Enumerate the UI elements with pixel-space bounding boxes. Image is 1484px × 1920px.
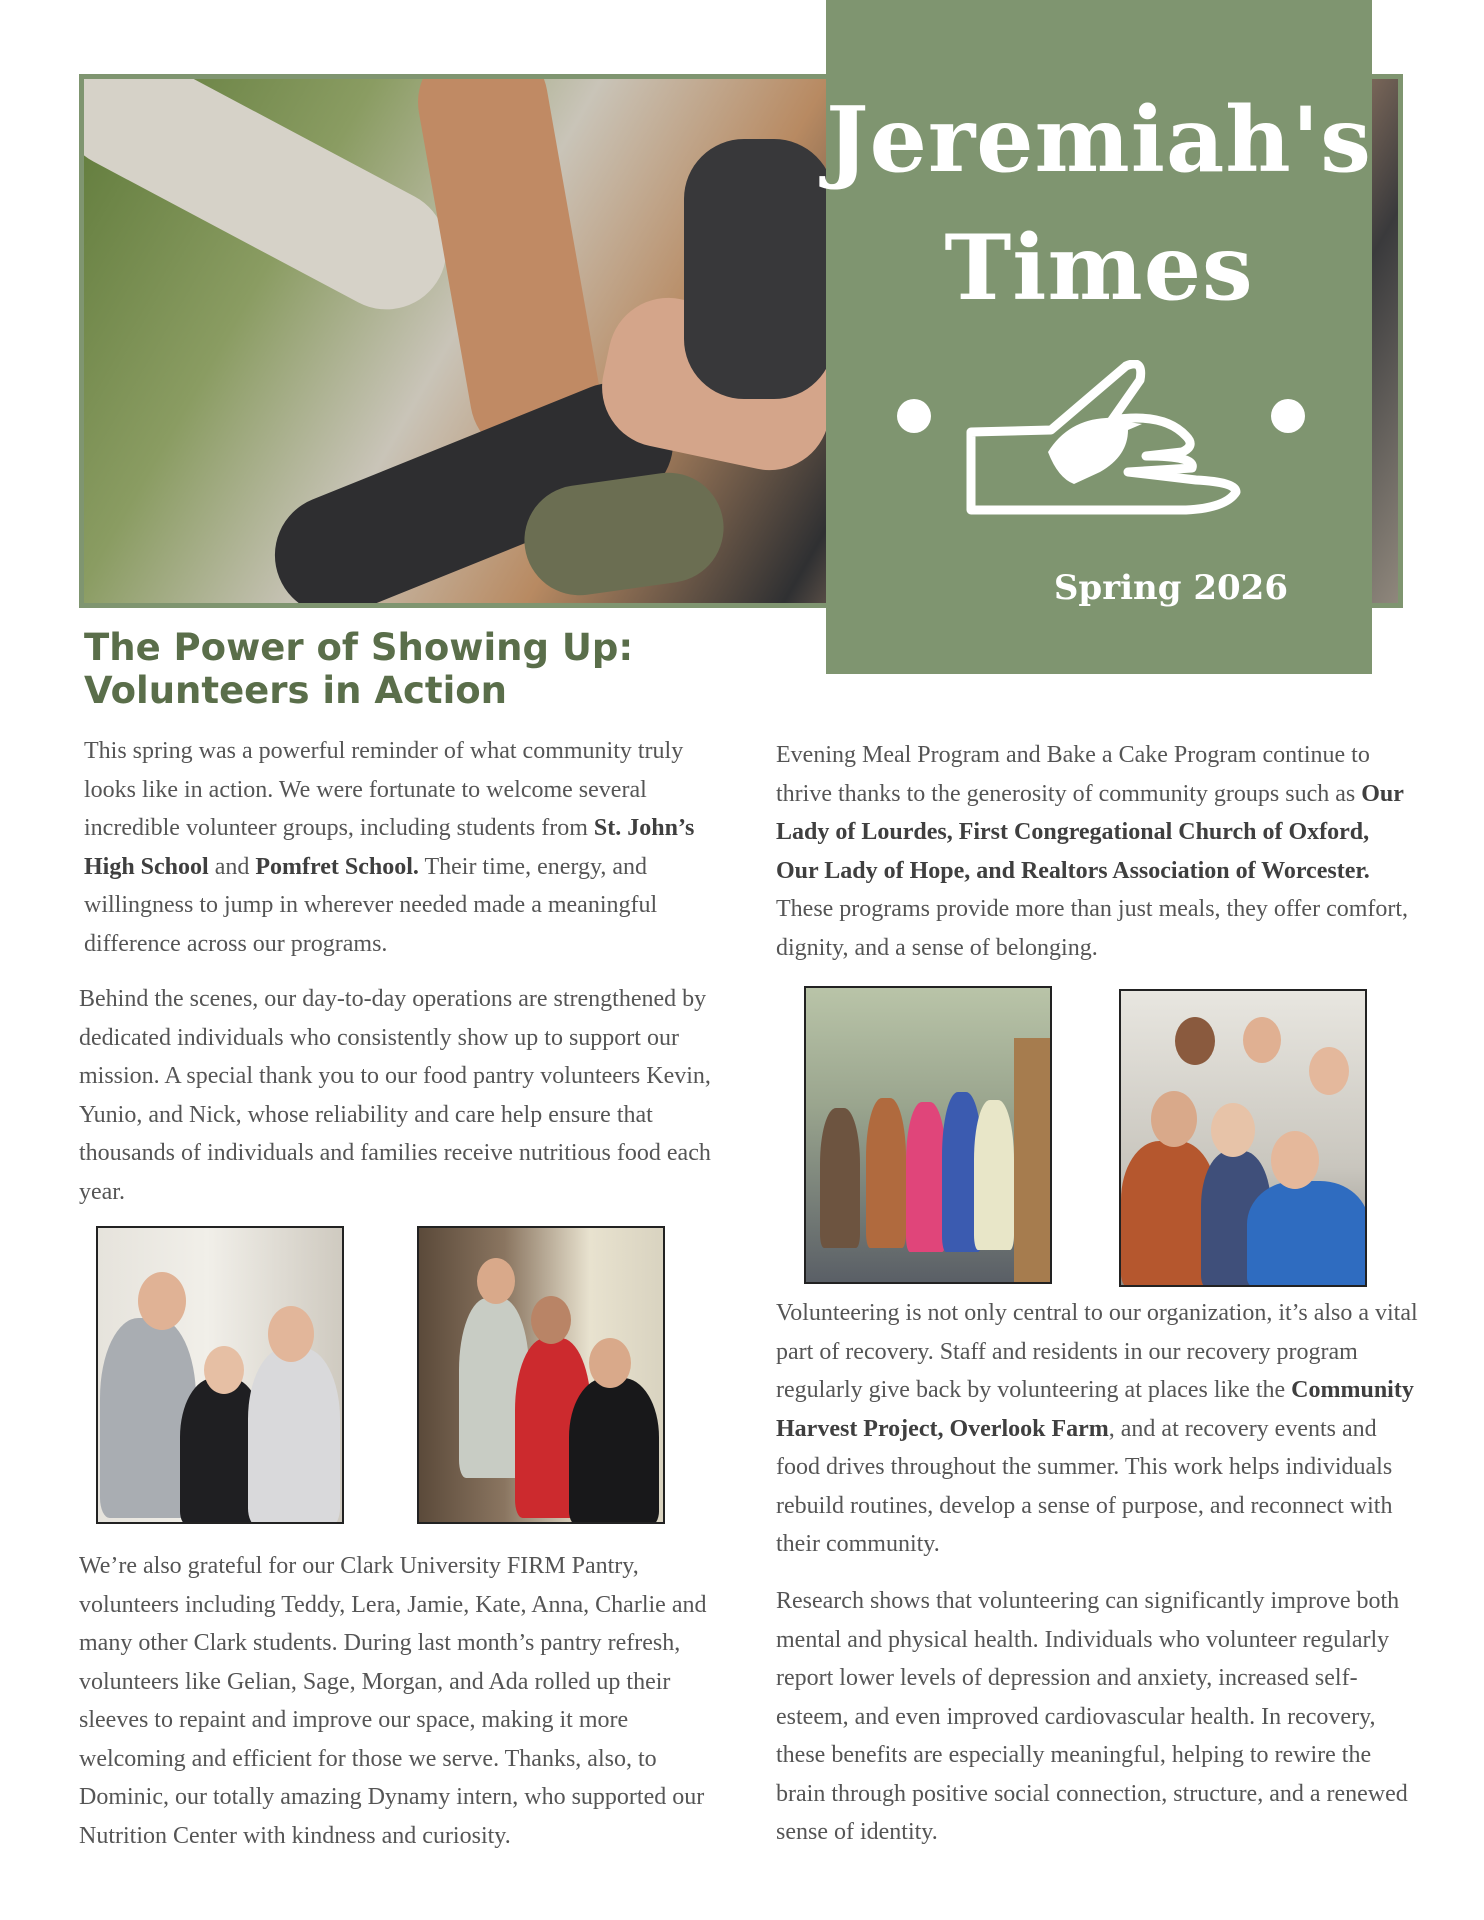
bold-partner-names: Community Harvest Project, Overlook Farm <box>776 1377 1414 1442</box>
photo-figure <box>820 1108 860 1248</box>
photo-figure-head <box>531 1296 571 1344</box>
right-paragraph-2 <box>776 1294 1424 1564</box>
photo-figure-head <box>1309 1047 1349 1095</box>
issue-season: Spring 2026 <box>1053 568 1288 608</box>
text-run: Evening Meal Program and Bake a Cake Program continue to thrive thanks to the generosity of community groups such as <box>776 742 1370 807</box>
left-paragraph-3: We’re also grateful for our Clark University FIRM Pantry, volunteers including Teddy, Lera, Jamie, Kate, Anna, Charlie and many other Clark students. During last month’s pantry refresh, volunteers like Gelian, Sage, Morgan, and Ada rolled up their sleeves to repaint and improve our space, making it more welcoming and efficient for those we serve. Thanks, also, to Dominic, our totally amazing Dynamy intern, who supported our Nutrition Center with kindness and curiosity. <box>79 1553 707 1849</box>
photo-figure-head <box>477 1258 515 1304</box>
photo-figure <box>906 1102 946 1252</box>
text-run: Volunteering is not only central to our organization, it’s also a vital part of recovery. Staff and residents in our recovery program regularly give back by volunteering at places like the <box>776 1300 1418 1403</box>
photo-volunteer-group-pantry <box>804 986 1052 1284</box>
masthead-line-2: Times <box>944 215 1254 321</box>
photo-figure <box>248 1348 340 1524</box>
circle-dot-icon <box>897 399 931 433</box>
photo-volunteers-painting <box>96 1226 344 1524</box>
text-run: and <box>208 853 256 880</box>
photo-figure-head <box>589 1338 631 1388</box>
photo-students-on-stairs <box>417 1226 665 1524</box>
left-paragraph-2: Behind the scenes, our day-to-day operations are strengthened by dedicated individuals who consistently show up to support our mission. A special thank you to our food pantry volunteers Kevin, Yunio, and Nick, whose reliability and care help ensure that thousands of individuals and families receive nutritious food each year. <box>79 986 711 1205</box>
right-paragraph-1 <box>776 736 1416 967</box>
circle-dot-icon <box>1271 399 1305 433</box>
photo-figure-head <box>1151 1091 1197 1147</box>
photo-figure <box>1247 1181 1367 1287</box>
photo-figure-head <box>1243 1017 1281 1063</box>
photo-figure-head <box>1271 1131 1319 1189</box>
text-run: , and at recovery events and food drives throughout the summer. This work helps individuals rebuild routines, develop a sense of purpose, and reconnect with their community. <box>776 1415 1393 1557</box>
article-headline <box>84 626 724 712</box>
photo-figure-head <box>1211 1103 1255 1157</box>
text-run: These programs provide more than just meals, they offer comfort, dignity, and a sense of belonging. <box>776 896 1409 961</box>
masthead-panel <box>826 0 1372 674</box>
right-paragraph-3: Research shows that volunteering can significantly improve both mental and physical health. Individuals who volunteer regularly report lower levels of depression and anxiety, increased self-esteem, and even improved cardiovascular health. In recovery, these benefits are especially meaningful, helping to rewire the brain through positive social connection, structure, and a renewed sense of identity. <box>776 1588 1408 1845</box>
photo-figure <box>569 1378 659 1524</box>
bold-school-name: St. John’s High School <box>84 815 695 880</box>
photo-figure-head <box>138 1272 186 1330</box>
photo-arm <box>684 139 834 399</box>
headline-line-2: Volunteers in Action <box>84 669 508 712</box>
masthead-title <box>826 76 1372 332</box>
headline-line-1: The Power of Showing Up: <box>84 626 634 669</box>
bold-community-groups: Our Lady of Lourdes, First Congregational Church of Oxford, Our Lady of Hope, and Realtors Association of Worcester. <box>776 780 1404 884</box>
text-run: Their time, energy, and willingness to jump in wherever needed made a meaningful difference across our programs. <box>84 853 658 957</box>
photo-recovery-volunteers <box>1119 989 1367 1287</box>
photo-arm <box>79 74 468 331</box>
photo-figure <box>866 1098 906 1248</box>
photo-figure-head <box>1175 1017 1215 1065</box>
photo-shelving <box>1014 1038 1052 1284</box>
hand-with-bird-icon <box>896 360 1306 530</box>
bold-school-name: Pomfret School. <box>255 853 419 880</box>
masthead-line-1: Jeremiah's <box>826 87 1372 193</box>
left-paragraph-1 <box>84 732 724 963</box>
photo-figure <box>974 1100 1014 1250</box>
photo-figure-head <box>268 1306 314 1362</box>
photo-figure-head <box>204 1346 244 1394</box>
text-run: This spring was a powerful reminder of what community truly looks like in action. We were fortunate to welcome several incredible volunteer groups, including students from <box>84 738 684 841</box>
